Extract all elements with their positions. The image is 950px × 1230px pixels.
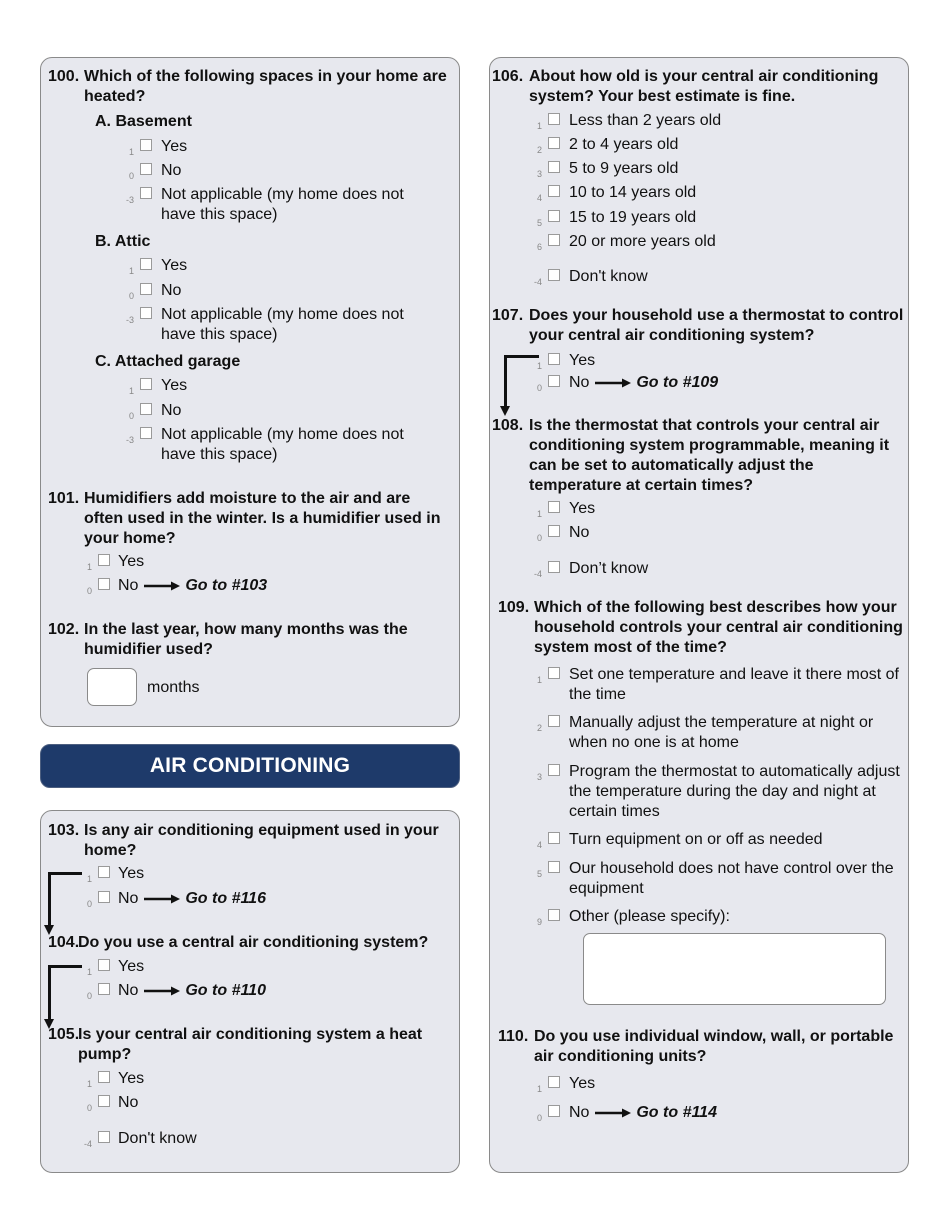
checkbox[interactable] bbox=[548, 234, 560, 246]
option-label: No bbox=[118, 890, 139, 907]
option-code: -3 bbox=[125, 315, 134, 325]
checkbox[interactable] bbox=[548, 715, 560, 727]
option-code: 5 bbox=[536, 869, 542, 879]
checkbox[interactable] bbox=[140, 258, 152, 270]
option-code: 1 bbox=[536, 1084, 542, 1094]
option-control-no-control[interactable] bbox=[520, 859, 905, 899]
option-code: 1 bbox=[536, 361, 542, 371]
checkbox[interactable] bbox=[140, 307, 152, 319]
option-code: 1 bbox=[128, 386, 134, 396]
checkbox[interactable] bbox=[98, 959, 110, 971]
checkbox[interactable] bbox=[548, 561, 560, 573]
checkbox[interactable] bbox=[548, 832, 560, 844]
skip-instruction: Go to #116 bbox=[185, 890, 266, 907]
checkbox[interactable] bbox=[548, 161, 560, 173]
checkbox[interactable] bbox=[140, 187, 152, 199]
option-ac-equipment-yes[interactable] bbox=[70, 864, 370, 884]
option-code: 1 bbox=[128, 266, 134, 276]
section-banner-air-conditioning: AIR CONDITIONING bbox=[40, 744, 460, 788]
checkbox[interactable] bbox=[548, 764, 560, 776]
option-code: 1 bbox=[86, 874, 92, 884]
question-number: 109. bbox=[498, 599, 530, 616]
option-code: 0 bbox=[86, 899, 92, 909]
option-code: 1 bbox=[128, 147, 134, 157]
checkbox[interactable] bbox=[548, 113, 560, 125]
option-label: Don't know bbox=[569, 268, 648, 285]
checkbox[interactable] bbox=[98, 866, 110, 878]
question-number: 108. bbox=[492, 417, 524, 434]
option-label: 5 to 9 years old bbox=[569, 160, 679, 177]
question-number: 100. bbox=[48, 68, 80, 85]
question-number: 102. bbox=[48, 621, 80, 638]
skip-arrow-icon bbox=[143, 581, 181, 591]
question-text: Humidifiers add moisture to the air and are often used in the winter. Is a humidifier used in your home? bbox=[84, 490, 441, 547]
option-code: 1 bbox=[536, 509, 542, 519]
option-thermostat-no[interactable] bbox=[520, 373, 850, 393]
option-label: Not applicable (my home does not have this space) bbox=[161, 426, 404, 463]
option-attic-yes[interactable] bbox=[112, 256, 422, 276]
question-text: Does your household use a thermostat to control your central air conditioning system? bbox=[529, 307, 904, 344]
option-code: 0 bbox=[86, 991, 92, 1001]
option-label: Set one temperature and leave it there most of the time bbox=[569, 666, 899, 703]
question-104 bbox=[48, 933, 458, 953]
question-101 bbox=[48, 489, 453, 549]
option-label: Yes bbox=[569, 1075, 596, 1092]
option-label: Yes bbox=[569, 500, 596, 517]
subquestion-attic: B. Attic bbox=[95, 233, 151, 250]
skip-instruction: Go to #114 bbox=[636, 1104, 717, 1121]
option-label: Yes bbox=[118, 865, 145, 882]
question-text: Do you use a central air conditioning system? bbox=[78, 934, 429, 951]
option-code: 4 bbox=[536, 840, 542, 850]
checkbox[interactable] bbox=[98, 1131, 110, 1143]
option-label: Less than 2 years old bbox=[569, 112, 722, 129]
option-heat-pump-yes[interactable] bbox=[70, 1069, 370, 1089]
checkbox[interactable] bbox=[548, 909, 560, 921]
question-number: 101. bbox=[48, 490, 80, 507]
option-label-row bbox=[520, 1103, 850, 1123]
option-basement-no[interactable] bbox=[112, 161, 422, 181]
option-code: 0 bbox=[536, 383, 542, 393]
checkbox[interactable] bbox=[548, 667, 560, 679]
checkbox[interactable] bbox=[548, 1105, 560, 1117]
months-input-box[interactable] bbox=[87, 668, 137, 706]
option-code: 4 bbox=[536, 193, 542, 203]
option-label: No bbox=[161, 282, 182, 299]
checkbox[interactable] bbox=[548, 353, 560, 365]
checkbox[interactable] bbox=[548, 525, 560, 537]
option-window-units-yes[interactable] bbox=[520, 1074, 850, 1094]
option-label: Not applicable (my home does not have this space) bbox=[161, 306, 404, 343]
option-label: No bbox=[569, 524, 590, 541]
option-label-row bbox=[70, 576, 370, 596]
option-humidifier-no[interactable] bbox=[70, 576, 370, 596]
question-number: 103. bbox=[48, 822, 80, 839]
option-control-set-one-temperature[interactable] bbox=[520, 665, 905, 705]
option-code: -4 bbox=[533, 277, 542, 287]
checkbox[interactable] bbox=[98, 1095, 110, 1107]
option-label: Yes bbox=[118, 1070, 145, 1087]
option-garage-not-applicable[interactable] bbox=[112, 425, 432, 465]
checkbox[interactable] bbox=[140, 378, 152, 390]
checkbox[interactable] bbox=[548, 861, 560, 873]
option-code: 1 bbox=[86, 1079, 92, 1089]
checkbox[interactable] bbox=[140, 139, 152, 151]
option-label-row bbox=[520, 373, 850, 393]
option-label: No bbox=[569, 374, 590, 391]
option-label: Our household does not have control over the equipment bbox=[569, 860, 894, 897]
option-label: Program the thermostat to automatically adjust the temperature during the day and night at certain times bbox=[569, 763, 900, 820]
question-text: Is your central air conditioning system a heat pump? bbox=[78, 1026, 423, 1063]
checkbox[interactable] bbox=[548, 501, 560, 513]
option-control-on-off-as-needed[interactable] bbox=[520, 830, 905, 850]
checkbox[interactable] bbox=[548, 269, 560, 281]
question-number: 105. bbox=[48, 1026, 80, 1043]
option-programmable-no[interactable] bbox=[520, 523, 850, 543]
option-label: Other (please specify): bbox=[569, 908, 730, 925]
option-garage-yes[interactable] bbox=[112, 376, 422, 396]
checkbox[interactable] bbox=[98, 578, 110, 590]
option-basement-not-applicable[interactable] bbox=[112, 185, 432, 225]
option-age-2-to-4[interactable] bbox=[520, 135, 850, 155]
checkbox[interactable] bbox=[140, 283, 152, 295]
checkbox[interactable] bbox=[140, 163, 152, 175]
checkbox[interactable] bbox=[98, 983, 110, 995]
checkbox[interactable] bbox=[98, 554, 110, 566]
option-code: 1 bbox=[536, 121, 542, 131]
option-label: Yes bbox=[569, 352, 596, 369]
question-106 bbox=[492, 67, 905, 107]
option-heat-pump-dont-know[interactable] bbox=[70, 1129, 370, 1149]
checkbox[interactable] bbox=[548, 185, 560, 197]
option-central-ac-no[interactable] bbox=[70, 981, 370, 1001]
option-label: Yes bbox=[118, 553, 145, 570]
question-number: 107. bbox=[492, 307, 524, 324]
option-code: 0 bbox=[128, 291, 134, 301]
option-programmable-yes[interactable] bbox=[520, 499, 850, 519]
option-code: 6 bbox=[536, 242, 542, 252]
option-code: 1 bbox=[86, 562, 92, 572]
option-basement-yes[interactable] bbox=[112, 137, 422, 157]
option-label: Don't know bbox=[118, 1130, 197, 1147]
option-label: Manually adjust the temperature at night or when no one is at home bbox=[569, 714, 874, 751]
option-code: 1 bbox=[86, 967, 92, 977]
option-label: Don’t know bbox=[569, 560, 649, 577]
subquestion-basement: A. Basement bbox=[95, 113, 192, 130]
option-attic-no[interactable] bbox=[112, 281, 422, 301]
option-label: No bbox=[118, 1094, 139, 1111]
option-label-row bbox=[70, 889, 370, 909]
option-label: 20 or more years old bbox=[569, 233, 716, 250]
checkbox[interactable] bbox=[140, 403, 152, 415]
option-label: No bbox=[569, 1104, 590, 1121]
option-code: 9 bbox=[536, 917, 542, 927]
option-code: 3 bbox=[536, 169, 542, 179]
checkbox[interactable] bbox=[98, 891, 110, 903]
skip-instruction: Go to #110 bbox=[185, 982, 266, 999]
option-code: -3 bbox=[125, 195, 134, 205]
option-code: -4 bbox=[83, 1139, 92, 1149]
subquestion-attached-garage: C. Attached garage bbox=[95, 353, 241, 370]
option-ac-equipment-no[interactable] bbox=[70, 889, 370, 909]
option-thermostat-yes[interactable] bbox=[520, 351, 850, 371]
skip-instruction: Go to #103 bbox=[185, 577, 268, 594]
question-text: In the last year, how many months was the humidifier used? bbox=[84, 621, 408, 658]
option-age-10-to-14[interactable] bbox=[520, 183, 850, 203]
option-label: No bbox=[161, 162, 182, 179]
option-label: 2 to 4 years old bbox=[569, 136, 679, 153]
checkbox[interactable] bbox=[140, 427, 152, 439]
option-label: 10 to 14 years old bbox=[569, 184, 697, 201]
option-code: 0 bbox=[86, 586, 92, 596]
checkbox[interactable] bbox=[548, 210, 560, 222]
option-label: Not applicable (my home does not have this space) bbox=[161, 186, 404, 223]
option-label: Yes bbox=[161, 257, 188, 274]
option-label: Yes bbox=[161, 377, 188, 394]
option-code: 2 bbox=[536, 723, 542, 733]
question-100 bbox=[48, 67, 453, 107]
option-code: 2 bbox=[536, 145, 542, 155]
skip-arrow-icon bbox=[143, 986, 181, 996]
checkbox[interactable] bbox=[548, 1076, 560, 1088]
option-code: 0 bbox=[536, 1113, 542, 1123]
option-humidifier-yes[interactable] bbox=[70, 552, 370, 572]
option-age-dont-know[interactable] bbox=[520, 267, 850, 287]
option-code: -3 bbox=[125, 435, 134, 445]
question-109 bbox=[498, 598, 905, 658]
question-103 bbox=[48, 821, 453, 861]
option-label: Yes bbox=[118, 958, 145, 975]
option-label: No bbox=[161, 402, 182, 419]
option-code: 0 bbox=[128, 411, 134, 421]
option-label: No bbox=[118, 982, 139, 999]
option-label: No bbox=[118, 577, 139, 594]
question-110 bbox=[498, 1027, 905, 1067]
option-heat-pump-no[interactable] bbox=[70, 1093, 370, 1113]
question-102 bbox=[48, 620, 453, 660]
option-programmable-dont-know[interactable] bbox=[520, 559, 850, 579]
option-label: 15 to 19 years old bbox=[569, 209, 697, 226]
option-attic-not-applicable[interactable] bbox=[112, 305, 432, 345]
other-specify-input[interactable] bbox=[583, 933, 886, 1005]
option-central-ac-yes[interactable] bbox=[70, 957, 370, 977]
question-105 bbox=[48, 1025, 453, 1065]
option-code: 0 bbox=[86, 1103, 92, 1113]
option-control-other[interactable] bbox=[520, 907, 905, 927]
option-garage-no[interactable] bbox=[112, 401, 422, 421]
checkbox[interactable] bbox=[548, 375, 560, 387]
option-age-15-to-19[interactable] bbox=[520, 208, 850, 228]
option-code: 0 bbox=[128, 171, 134, 181]
months-unit-label: months bbox=[147, 679, 200, 696]
option-age-less-than-2[interactable] bbox=[520, 111, 850, 131]
option-age-20-or-more[interactable] bbox=[520, 232, 850, 252]
option-code: 1 bbox=[536, 675, 542, 685]
option-window-units-no[interactable] bbox=[520, 1103, 850, 1123]
question-number: 110. bbox=[498, 1028, 529, 1045]
question-text: Is the thermostat that controls your central air conditioning system programmable, meaning it can be set to automatically adjust the temperature at certain times? bbox=[529, 417, 890, 494]
skip-arrow-icon bbox=[143, 894, 181, 904]
option-age-5-to-9[interactable] bbox=[520, 159, 850, 179]
option-code: 5 bbox=[536, 218, 542, 228]
skip-arrow-icon bbox=[594, 1108, 632, 1118]
skip-instruction: Go to #109 bbox=[636, 374, 719, 391]
question-text: Is any air conditioning equipment used in your home? bbox=[84, 822, 439, 859]
question-text: About how old is your central air conditioning system? Your best estimate is fine. bbox=[529, 68, 879, 105]
question-number: 106. bbox=[492, 68, 524, 85]
question-text: Do you use individual window, wall, or portable air conditioning units? bbox=[534, 1028, 894, 1065]
checkbox[interactable] bbox=[548, 137, 560, 149]
option-code: 3 bbox=[536, 772, 542, 782]
skip-arrow-icon bbox=[594, 378, 632, 388]
question-number: 104. bbox=[48, 934, 80, 951]
option-label: Yes bbox=[161, 138, 188, 155]
question-text: Which of the following best describes how your household controls your central air conditioning system most of the time? bbox=[534, 599, 903, 656]
question-108 bbox=[492, 416, 905, 496]
checkbox[interactable] bbox=[98, 1071, 110, 1083]
skip-arrowhead-icon bbox=[500, 406, 510, 416]
option-control-program-thermostat[interactable] bbox=[520, 762, 905, 822]
option-label-row bbox=[70, 981, 370, 1001]
option-control-manually-adjust[interactable] bbox=[520, 713, 905, 753]
question-text: Which of the following spaces in your home are heated? bbox=[84, 68, 447, 105]
option-code: -4 bbox=[533, 569, 542, 579]
option-code: 0 bbox=[536, 533, 542, 543]
option-label: Turn equipment on or off as needed bbox=[569, 831, 823, 848]
question-107 bbox=[492, 306, 905, 346]
